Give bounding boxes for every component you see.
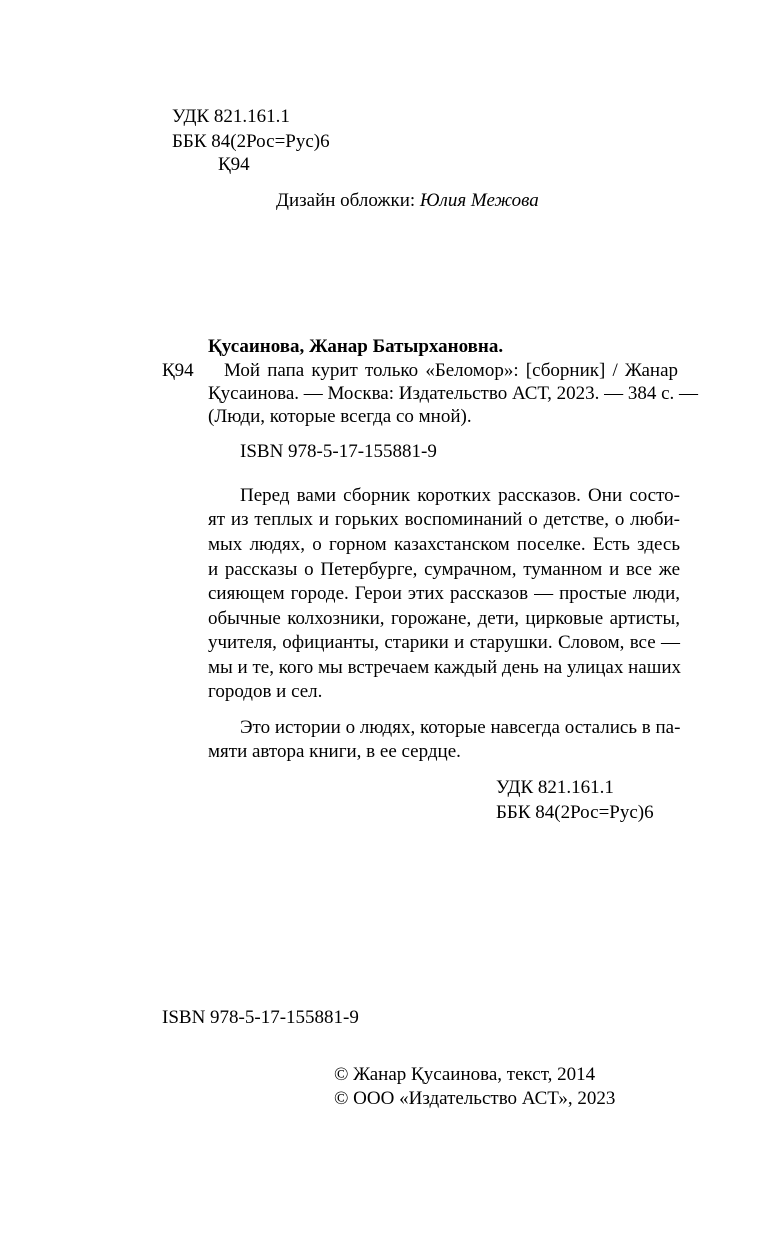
biblio-author-sign: Қ94 xyxy=(162,360,194,381)
header-bbk: ББК 84(2Рос=Рус)6 xyxy=(172,131,330,152)
annotation-p1-line-1: Перед вами сборник коротких рассказов. Они состо- xyxy=(240,485,680,506)
biblio-line-1: Мой папа курит только «Беломор»: [сборник] / Жанар xyxy=(224,360,678,381)
biblio-line-2: Қусаинова. — Москва: Издательство АСТ, 2023. — 384 с. — xyxy=(208,383,699,404)
annotation-p1-line-5: сияющем городе. Герои этих рассказов — простые люди, xyxy=(208,583,680,604)
copyright-publisher: © ООО «Издательство АСТ», 2023 xyxy=(334,1088,616,1109)
biblio-author-heading: Қусаинова, Жанар Батырхановна. xyxy=(208,336,504,357)
biblio-line-3: (Люди, которые всегда со мной). xyxy=(208,406,472,427)
annotation-p1-line-8: мы и те, кого мы встречаем каждый день на улицах наших xyxy=(208,657,682,678)
copyright-author: © Жанар Қусаинова, текст, 2014 xyxy=(334,1064,596,1085)
annotation-p2-line-2: мяти автора книги, в ее сердце. xyxy=(208,741,461,762)
annotation-p1-line-4: и рассказы о Петербурге, сумрачном, туманном и все же xyxy=(208,559,680,580)
cover-designer-name: Юлия Межова xyxy=(419,190,539,211)
footer-isbn: ISBN 978-5-17-155881-9 xyxy=(162,1007,359,1028)
cover-design-credit xyxy=(276,189,539,213)
annotation-bbk: ББК 84(2Рос=Рус)6 xyxy=(496,802,654,823)
biblio-isbn: ISBN 978-5-17-155881-9 xyxy=(240,441,437,462)
cover-design-label: Дизайн обложки: xyxy=(276,190,416,211)
header-author-sign: Қ94 xyxy=(218,154,250,175)
annotation-p1-line-3: мых людях, о горном казахстанском поселке. Есть здесь xyxy=(208,534,680,555)
annotation-p1-line-7: учителя, официанты, старики и старушки. Словом, все — xyxy=(208,632,680,653)
annotation-p2-line-1: Это истории о людях, которые навсегда остались в па- xyxy=(240,717,681,738)
header-udk: УДК 821.161.1 xyxy=(172,106,290,127)
annotation-p1-line-9: городов и сел. xyxy=(208,681,323,702)
annotation-p1-line-6: обычные колхозники, горожане, дети, цирковые артисты, xyxy=(208,608,680,629)
annotation-udk: УДК 821.161.1 xyxy=(496,777,614,798)
annotation-p1-line-2: ят из теплых и горьких воспоминаний о детстве, о люби- xyxy=(208,509,680,530)
